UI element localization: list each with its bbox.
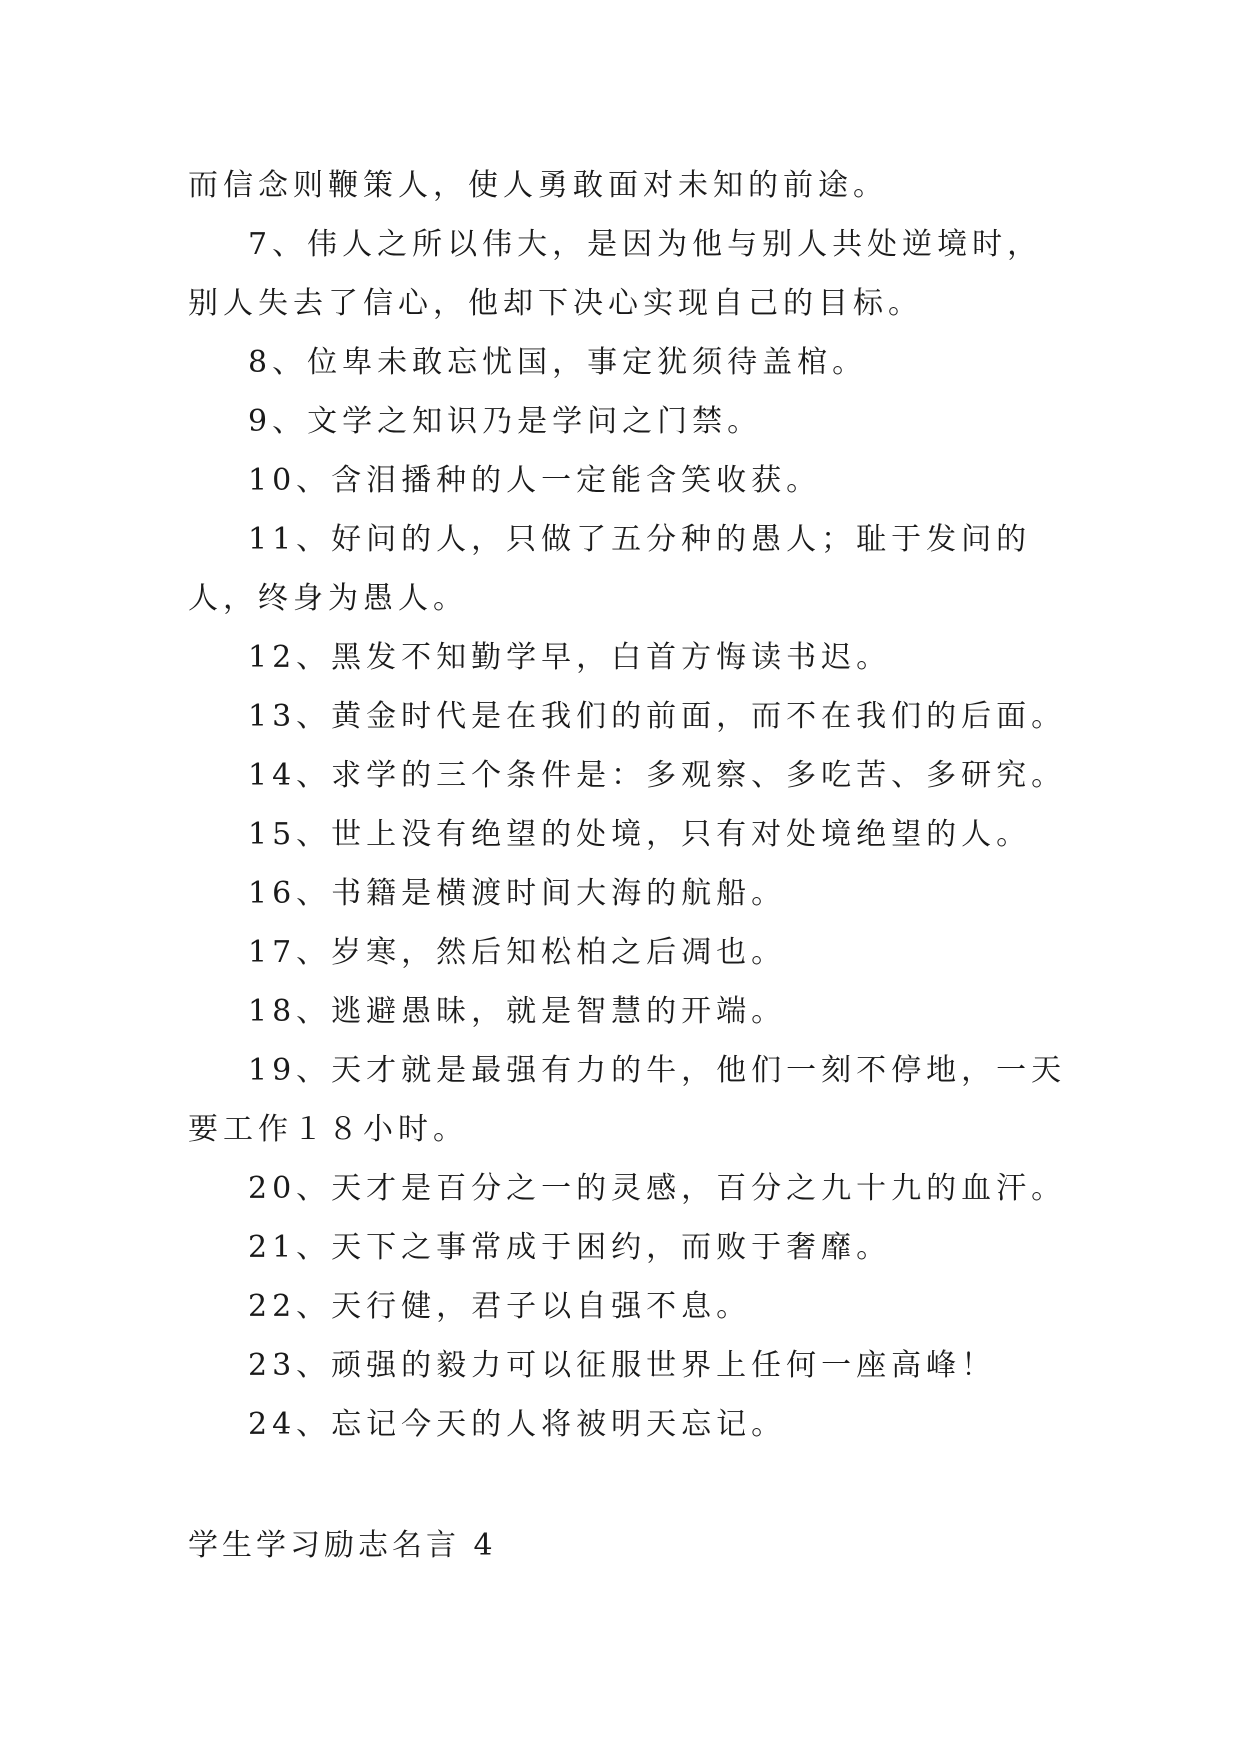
section-heading: 学生学习励志名言 4 bbox=[188, 1528, 497, 1563]
quote-paragraph: 13、黄金时代是在我们的前面，而不在我们的后面。 bbox=[248, 699, 1067, 734]
quote-paragraph: 7、伟人之所以伟大，是因为他与别人共处逆境时，别人失去了信心，他却下决心实现自己的目标。 bbox=[188, 227, 1043, 321]
quote-paragraph: 而信念则鞭策人，使人勇敢面对未知的前途。 bbox=[188, 168, 888, 203]
quote-paragraph: 11、好问的人，只做了五分种的愚人；耻于发问的人，终身为愚人。 bbox=[188, 522, 1032, 616]
quote-paragraph: 22、天行健，君子以自强不息。 bbox=[248, 1289, 752, 1324]
document-body bbox=[188, 156, 1068, 1575]
quote-paragraph: 8、位卑未敢忘忧国，事定犹须待盖棺。 bbox=[248, 345, 868, 380]
quote-paragraph: 19、天才就是最强有力的牛，他们一刻不停地，一天要工作１８小时。 bbox=[188, 1053, 1067, 1147]
quote-paragraph: 16、书籍是横渡时间大海的航船。 bbox=[248, 876, 787, 911]
quote-paragraph: 20、天才是百分之一的灵感，百分之九十九的血汗。 bbox=[248, 1171, 1067, 1206]
quote-paragraph: 14、求学的三个条件是：多观察、多吃苦、多研究。 bbox=[248, 758, 1067, 793]
quote-paragraph: 21、天下之事常成于困约，而败于奢靡。 bbox=[248, 1230, 892, 1265]
quote-paragraph: 24、忘记今天的人将被明天忘记。 bbox=[248, 1407, 787, 1442]
quote-paragraph: 23、顽强的毅力可以征服世界上任何一座高峰！ bbox=[248, 1348, 997, 1383]
quote-paragraph: 12、黑发不知勤学早，白首方悔读书迟。 bbox=[248, 640, 892, 675]
quote-paragraph: 17、岁寒，然后知松柏之后凋也。 bbox=[248, 935, 787, 970]
quote-paragraph: 10、含泪播种的人一定能含笑收获。 bbox=[248, 463, 822, 498]
quote-paragraph: 9、文学之知识乃是学问之门禁。 bbox=[248, 404, 763, 439]
quote-paragraph: 18、逃避愚昧，就是智慧的开端。 bbox=[248, 994, 787, 1029]
quote-paragraph: 15、世上没有绝望的处境，只有对处境绝望的人。 bbox=[248, 817, 1032, 852]
